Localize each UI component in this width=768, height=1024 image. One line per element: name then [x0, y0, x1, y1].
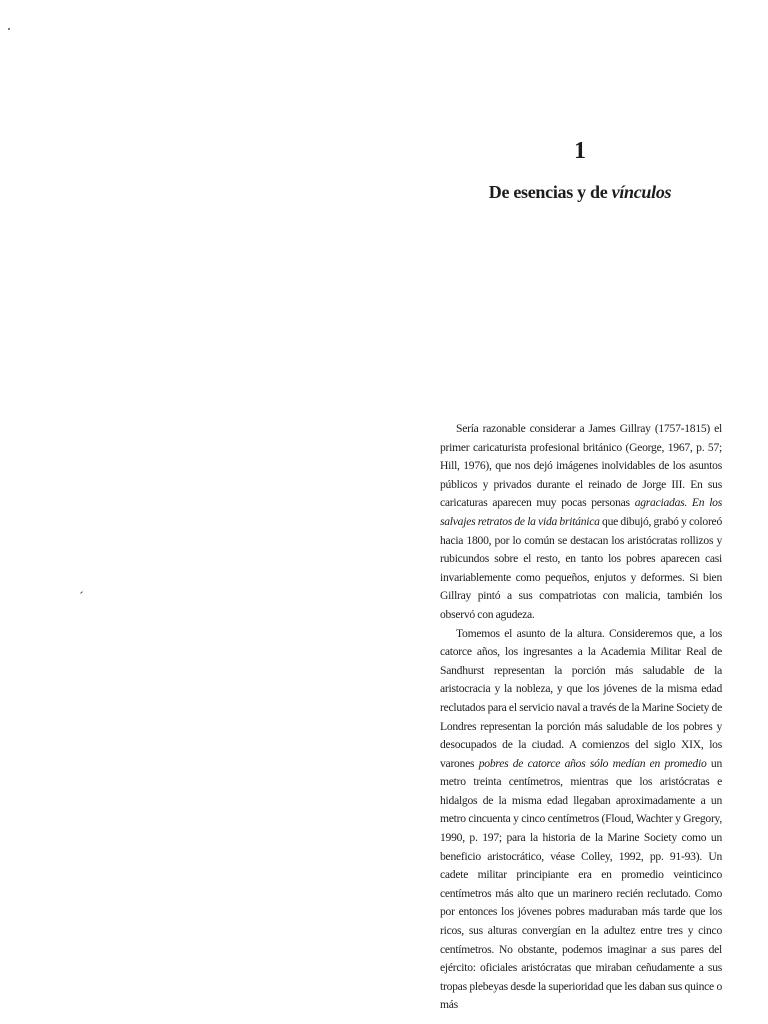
chapter-title-italic: vínculos [611, 182, 672, 202]
scan-speck [8, 28, 10, 30]
scan-speck [80, 591, 83, 594]
italic-segment: agraciadas. En los salvajes retratos de la vida británica [440, 496, 722, 528]
chapter-title-text: De esencias y de [488, 182, 612, 202]
chapter-title [440, 180, 720, 204]
text-segment: Sería razonable considerar a James Gillray (1757-1815) el primer caricaturista profesional británico (George, 1967, p. 57; Hill, 1976), que nos dejó imágenes inolvidables de los asuntos públicos y privados durante el reinado de Jorge III. En sus caricaturas aparecen muy pocas personas [440, 422, 722, 510]
paragraph-2 [440, 625, 722, 1015]
text-segment: Tomemos el asunto de la altura. Consideremos que, a los catorce años, los ingresantes a la Academia Militar Real de Sandhurst representan la porción más saludable de la aristocracia y la nobleza, y que los jóvenes de la misma edad reclutados para el servicio naval a través de la Marine Society de Londres representan la porción más saludable de los pobres y desocupados de la ciudad. A comienzos del siglo XIX, los varones [440, 626, 722, 770]
text-segment: que dibujó, grabó y coloreó hacia 1800, por lo común se destacan los aristócratas rollizos y rubicundos sobre el resto, en tanto los pobres aparecen casi invariablemente como pequeños, enjutos y deformes. Si bien Gillray pintó a sus compatriotas con malicia, también los observó con agudeza. [440, 514, 722, 621]
text-segment: un metro treinta centímetros, mientras que los aristócratas e hidalgos de la misma edad llegaban aproximadamente a un metro cincuenta y cinco centímetros (Floud, Wachter y Gregory, 1990, p. 197; para la historia de la Marine Society como un beneficio aristocrático, véase Colley, 1992, pp. 91-93). Un cadete militar principiante era en promedio veinticinco centímetros más alto que un marinero recién reclutado. Como por entonces los jóvenes pobres maduraban más tarde que los ricos, sus alturas convergían en la adultez entre tres y cinco centímetros. No obstante, podemos imaginar a sus pares del ejército: oficiales aristócratas que miraban ceñudamente a sus tropas plebeyas desde la superioridad que les daban sus quince o más [440, 756, 723, 1012]
body-text [440, 420, 722, 1015]
paragraph-1 [440, 420, 722, 625]
italic-segment: pobres de catorce años sólo medían en promedio [478, 756, 707, 770]
chapter-number: 1 [574, 138, 586, 164]
